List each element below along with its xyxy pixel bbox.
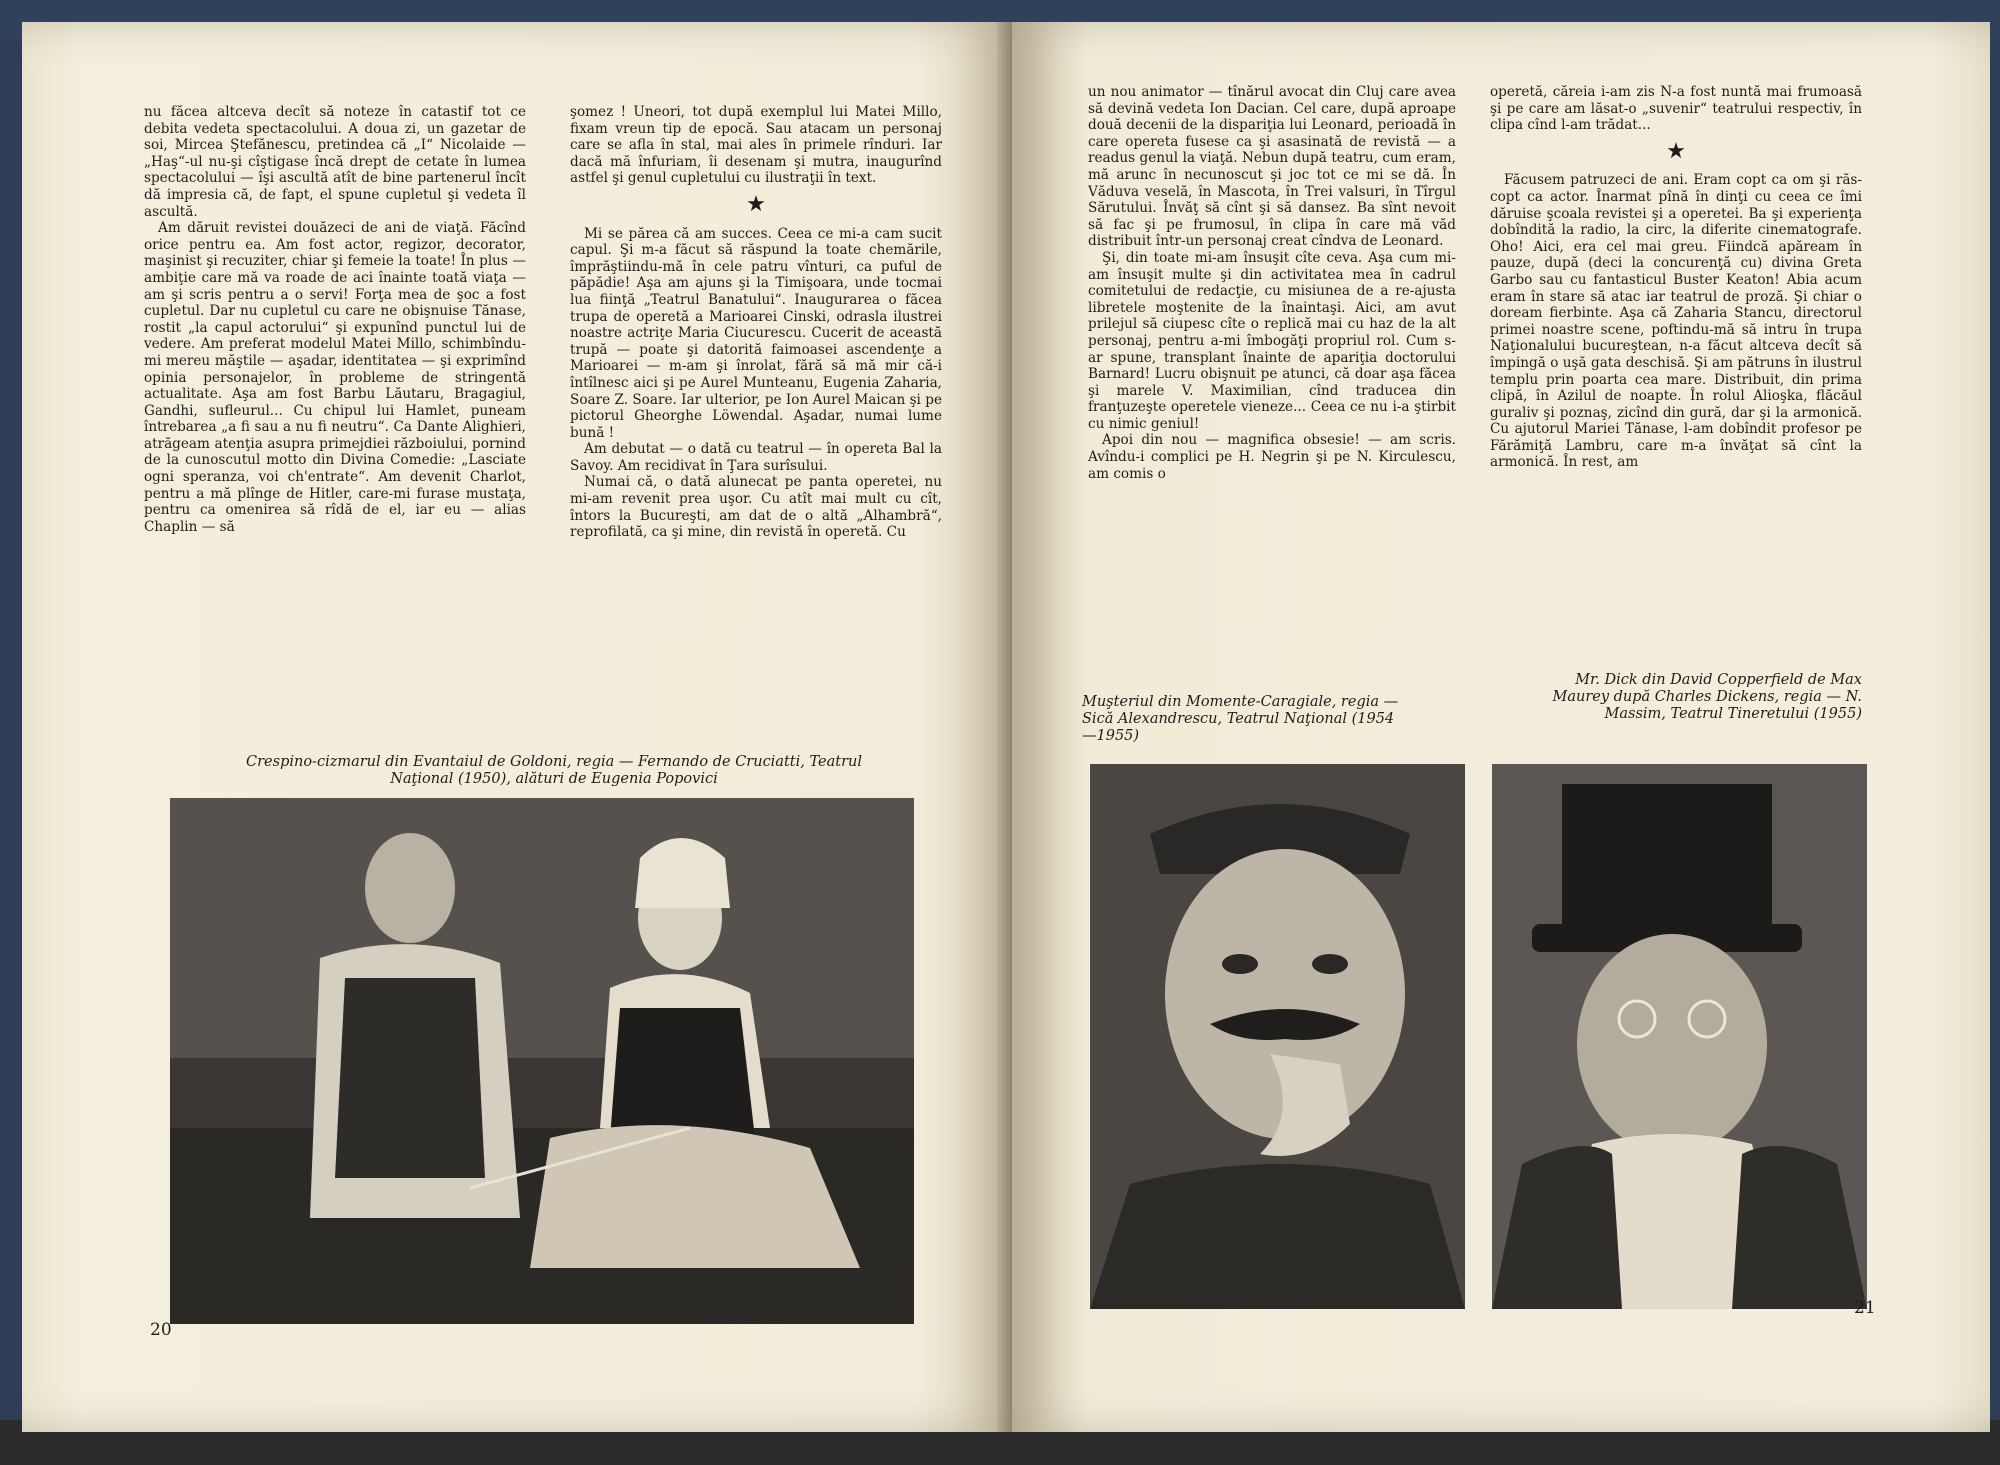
paragraph: Apoi din nou — magnifica obsesie! — am scris. Avîndu-i complici pe H. Negrin şi pe N. Kirculescu, am comis o bbox=[1088, 432, 1456, 482]
left-column-1 bbox=[144, 104, 526, 535]
left-page bbox=[22, 22, 1012, 1432]
paragraph: Am debutat — o dată cu teatrul — în opereta Bal la Savoy. Am recidivat în Ţara surîsului. bbox=[570, 441, 942, 474]
right-page bbox=[1012, 22, 1990, 1432]
right-column-2 bbox=[1490, 84, 1862, 471]
portrait-photo-musteriul bbox=[1090, 764, 1465, 1309]
portrait-photo-mr-dick bbox=[1492, 764, 1867, 1309]
paragraph: Numai că, o dată alunecat pe panta operetei, nu mi-am revenit prea uşor. Cu atît mai mult cu cît, întors la Bucureşti, am dat de o altă „Alhambră“, reprofilată, ca şi mine, din revistă în operetă. Cu bbox=[570, 474, 942, 541]
paragraph: operetă, căreia i-am zis N-a fost nuntă mai frumoasă şi pe care am lăsat-o „suvenir“ teatrului respectiv, în clipa cînd l-am trădat... bbox=[1490, 84, 1862, 134]
page-number-left: 20 bbox=[150, 1320, 172, 1340]
section-star: ★ bbox=[746, 191, 766, 217]
photo-caption-left: Muşteriul din Momente-Caragiale, regia — Sică Alexandrescu, Teatrul Naţional (1954—1955) bbox=[1082, 694, 1399, 744]
section-star: ★ bbox=[1666, 138, 1686, 164]
paragraph: un nou animator — tînărul avocat din Cluj care avea să devină vedeta Ion Dacian. Cel care, după aproape două decenii de la dispariţia lui Leonard, perioadă în care opereta fusese ca şi asasinată de revistă — a readus genul la viaţă. Nebun după teatru, cum eram, mă arunc în necunoscut şi joc tot ce mi se dă. În Văduva veselă, în Mascota, în Trei valsuri, în Tîrgul Sărutului. Învăţ să cînt şi să dansez. Ba sînt nevoit să fac şi pe frumosul, în clipa în care mă văd distribuit într-un personaj creat cîndva de Leonard. bbox=[1088, 84, 1456, 250]
photo-caption-right: Mr. Dick din David Copperfield de Max Maurey după Charles Dickens, regia — N. Massim, Teatrul Tineretului (1955) bbox=[1552, 672, 1862, 722]
stage-photo-crespino bbox=[170, 798, 914, 1324]
paragraph: Făcusem patruzeci de ani. Eram copt ca om şi răs-copt ca actor. Înarmat pînă în dinţi cu ceea ce îmi dăruise şcoala revistei şi a operetei. Ba şi experienţa dobîndită la radio, la circ, la diferite cinematografe. Oho! Aici, era cel mai greu. Fiindcă apăream în pauze, după (deci la concurenţă cu) divina Greta Garbo sau cu fantasticul Buster Keaton! Abia acum eram în stare să atac iar teatrul de proză. Şi chiar o doream fierbinte. Aşa că Zaharia Stancu, directorul primei noastre scene, poftindu-mă să intru în trupa Naţionalului bucureştean, n-a făcut altceva decît să împingă o uşă gata deschisă. Şi am pătruns în ilustrul templu prin poarta cea mare. Distribuit, din prima clipă, în Azilul de noapte. În rolul Alioşka, flăcăul guraliv şi poznaş, zicînd din gură, dar şi la armonică. Cu ajutorul Mariei Tănase, l-am dobîndit profesor pe Fărămiţă Lambru, care m-a învăţat să cînt la armonică. În rest, am bbox=[1490, 172, 1862, 471]
page-number-right: 21 bbox=[1854, 1298, 1876, 1318]
left-column-2 bbox=[570, 104, 942, 541]
paragraph: şomez ! Uneori, tot după exemplul lui Matei Millo, fixam vreun tip de epocă. Sau atacam un personaj care se afla în stal, mai ales în primele rînduri. Iar dacă mă înfuriam, îi desenam şi mutra, inaugurînd astfel şi genul cupletului cu ilustraţii în text. bbox=[570, 104, 942, 187]
paragraph: Mi se părea că am succes. Ceea ce mi-a cam sucit capul. Şi m-a făcut să răspund la toate chemările, împrăştiindu-mă în cele patru vînturi, ca puful de păpădie! Aşa am ajuns şi la Timişoara, unde tocmai lua fiinţă „Teatrul Banatului“. Inaugurarea o făcea trupa de operetă a Marioarei Cinski, odrasla ilustrei noastre actriţe Maria Ciucurescu. Cucerit de această trupă — poate şi datorită faimoasei ascendenţe a Marioarei — m-am şi înrolat, fără să mă mir că-i întîlnesc aici şi pe Aurel Munteanu, Eugenia Zaharia, Soare Z. Soare. Iar ulterior, pe Ion Aurel Maican şi pe pictorul Gheorghe Löwendal. Aşadar, numai lume bună ! bbox=[570, 225, 942, 441]
paragraph: nu făcea altceva decît să noteze în catastif tot ce debita vedeta spectacolului. A doua zi, un gazetar de soi, Mircea Ştefănescu, pretindea că „I“ Nicolaide — „Haş“-ul nu-şi cîştigase încă drept de cetate în lumea spectacolului — îşi ascultă atît de bine partenerul încît dă impresia că, de fapt, el spune cupletul şi vedeta îl ascultă. bbox=[144, 104, 526, 220]
open-book bbox=[22, 22, 1992, 1437]
right-column-1 bbox=[1088, 84, 1456, 482]
paragraph: Şi, din toate mi-am însuşit cîte ceva. Aşa cum mi-am însuşit multe şi din activitatea mea în cadrul comitetului de redacţie, cu misiunea de a re-ajusta libretele moştenite de la înaintaşi. Aici, am avut prilejul să ciupesc cîte o replică mai cu haz de la alt personaj, pentru a-mi îmbogăţi propriul rol. Cum s-ar spune, transplant înainte de apariţia doctorului Barnard! Lucru obişnuit pe atunci, că doar aşa făcea şi marele V. Maximilian, cînd traducea din franţuzeşte operetele vieneze... Ceea ce nu i-a ştirbit cu nimic geniul! bbox=[1088, 249, 1456, 432]
photo-caption: Crespino-cizmarul din Evantaiul de Goldoni, regia — Fernando de Cruciatti, Teatrul Naţional (1950), alături de Eugenia Popovici bbox=[246, 754, 862, 787]
paragraph: Am dăruit revistei douăzeci de ani de viaţă. Făcînd orice pentru ea. Am fost actor, regizor, decorator, maşinist şi recuziter, chiar şi femeie la toate! În plus — ambiţie care mă va roade de aci înainte toată viaţa — am şi scris pentru a o servi! Forţa mea de şoc a fost cupletul. Dar nu cupletul cu care ne obişnuise Tănase, rostit „la capul actorului“ şi expunînd punctul lui de vedere. Am preferat modelul Matei Millo, schimbîndu-mi mereu măştile — aşadar, identitatea — şi exprimînd opinia personajelor, în probleme de stringentă actualitate. Aşa am fost Barbu Lăutaru, Bragagiul, Gandhi, sufleurul... Cu chipul lui Hamlet, puneam întrebarea „a fi sau a nu fi neutru“. Ca Dante Alighieri, atrăgeam atenţia asupra primejdiei războiului, pornind de la cunoscutul motto din Divina Comedie: „Lasciate ogni speranza, voi ch'entrate“. Am devenit Charlot, pentru a mă plînge de Hitler, care-mi furase mustaţa, pentru ca omenirea să rîdă de el, iar eu — alias Chaplin — să bbox=[144, 220, 526, 535]
